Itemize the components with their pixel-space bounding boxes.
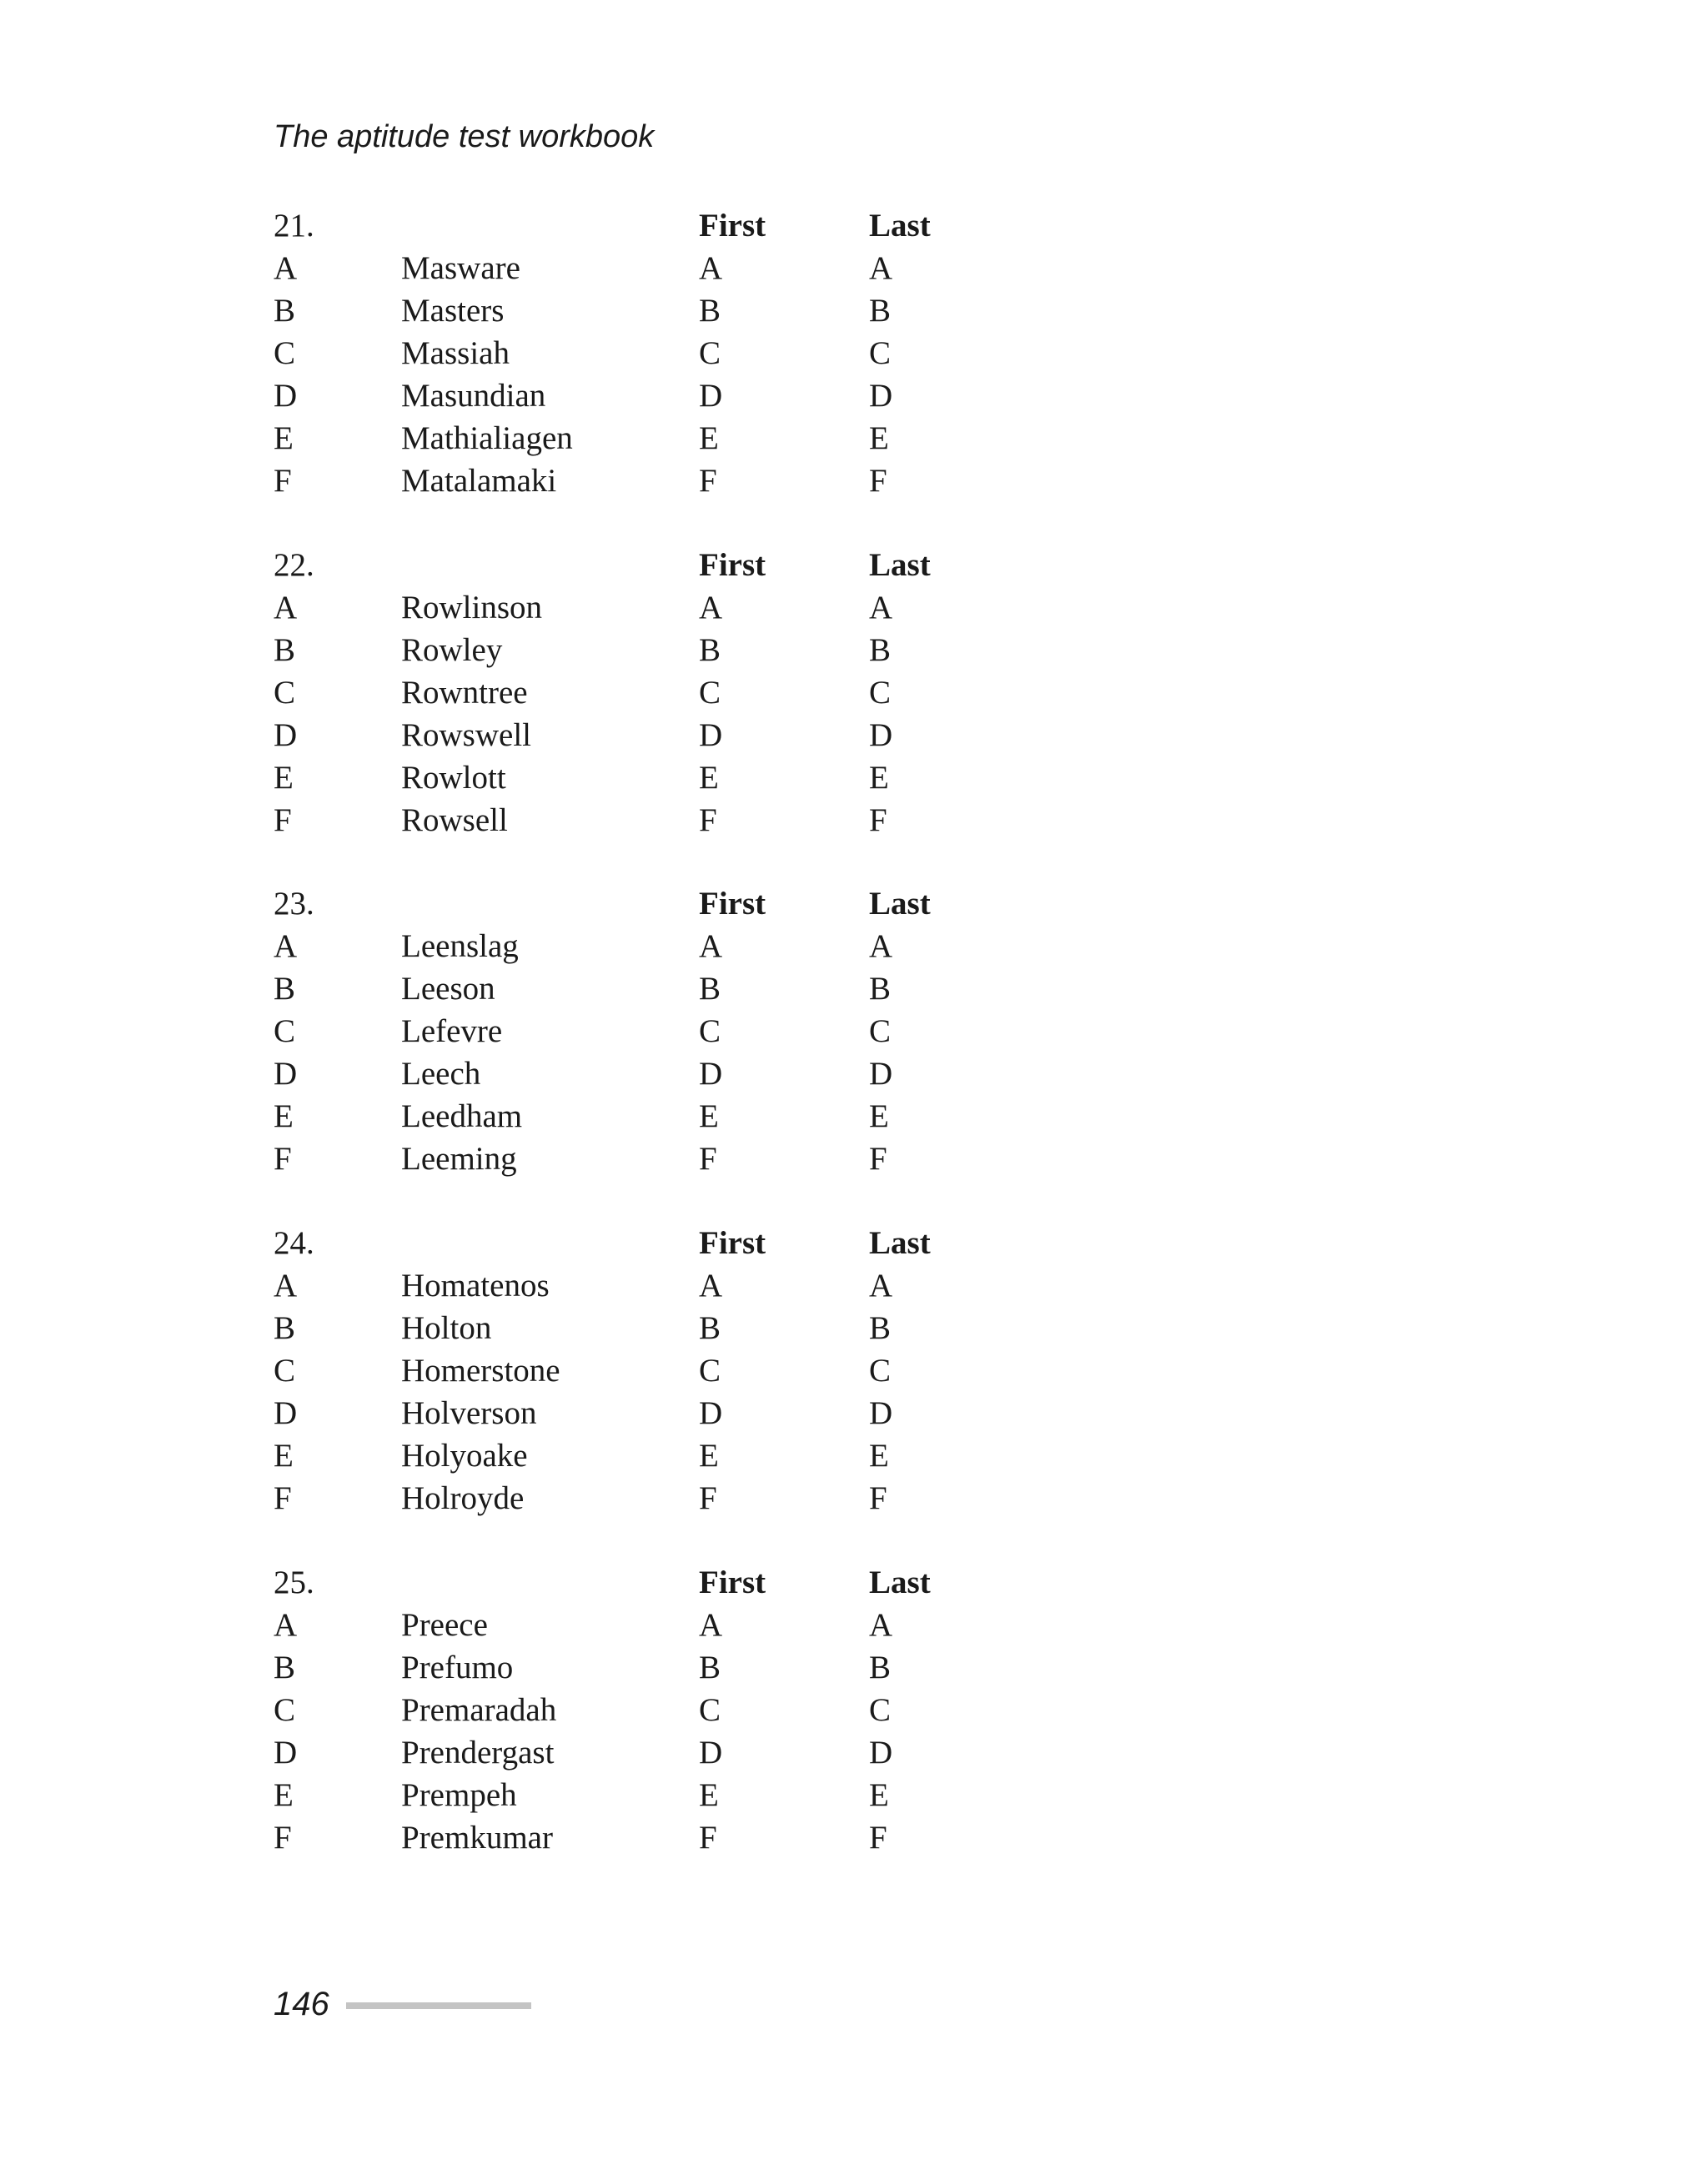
option-row [274, 417, 1024, 460]
question-header-row [274, 882, 1024, 925]
option-name: Rowswell [401, 717, 531, 753]
last-answer-option[interactable]: B [869, 971, 892, 1007]
question-number: 24. [274, 1225, 314, 1261]
last-column-header: Last [869, 886, 931, 922]
first-column-header: First [699, 547, 766, 583]
option-letter: D [274, 1735, 298, 1771]
option-row [274, 1307, 1024, 1349]
option-name: Rowlinson [401, 590, 543, 625]
option-row [274, 629, 1024, 671]
first-column-header: First [699, 886, 766, 922]
option-name: Leeming [401, 1141, 517, 1177]
first-answer-option[interactable]: E [699, 760, 719, 796]
last-column-header: Last [869, 1225, 931, 1261]
option-letter: A [274, 1607, 298, 1643]
first-answer-option[interactable]: E [699, 1438, 719, 1474]
last-answer-option[interactable]: C [869, 1013, 892, 1049]
option-row [274, 247, 1024, 289]
option-row [274, 714, 1024, 756]
option-letter: C [274, 1013, 296, 1049]
last-answer-option[interactable]: C [869, 675, 892, 711]
option-row [274, 586, 1024, 629]
option-letter: C [274, 675, 296, 711]
option-letter: A [274, 928, 298, 964]
question-block [274, 544, 1024, 841]
option-letter: E [274, 760, 294, 796]
first-answer-option[interactable]: A [699, 1268, 723, 1304]
question-block [274, 1561, 1024, 1859]
first-answer-option[interactable]: F [699, 1480, 717, 1516]
option-name: Masters [401, 293, 505, 329]
option-row [274, 1349, 1024, 1392]
first-answer-option[interactable]: D [699, 1395, 723, 1431]
option-row [274, 925, 1024, 967]
last-answer-option[interactable]: D [869, 1056, 893, 1092]
last-answer-option[interactable]: F [869, 1480, 887, 1516]
option-letter: B [274, 971, 296, 1007]
option-row [274, 1095, 1024, 1138]
option-name: Leeson [401, 971, 495, 1007]
last-answer-option[interactable]: D [869, 1395, 893, 1431]
first-answer-option[interactable]: B [699, 293, 721, 329]
option-row [274, 1138, 1024, 1180]
question-number: 22. [274, 547, 314, 583]
first-answer-option[interactable]: C [699, 1013, 721, 1049]
option-name: Holyoake [401, 1438, 528, 1474]
last-column-header: Last [869, 1565, 931, 1600]
option-row [274, 289, 1024, 332]
option-letter: D [274, 378, 298, 414]
first-answer-option[interactable]: D [699, 717, 723, 753]
option-row [274, 1774, 1024, 1816]
last-answer-option[interactable]: F [869, 1820, 887, 1856]
option-letter: B [274, 293, 296, 329]
option-row [274, 1010, 1024, 1052]
last-answer-option[interactable]: C [869, 1692, 892, 1728]
option-letter: B [274, 1650, 296, 1685]
first-answer-option[interactable]: B [699, 632, 721, 668]
last-answer-option[interactable]: C [869, 335, 892, 371]
first-answer-option[interactable]: C [699, 335, 721, 371]
running-title: The aptitude test workbook [274, 119, 655, 154]
first-answer-option[interactable]: D [699, 1735, 723, 1771]
last-answer-option[interactable]: A [869, 250, 893, 286]
last-answer-option[interactable]: A [869, 590, 893, 625]
last-answer-option[interactable]: A [869, 1607, 893, 1643]
last-answer-option[interactable]: F [869, 463, 887, 499]
option-letter: F [274, 1480, 292, 1516]
option-name: Holverson [401, 1395, 537, 1431]
option-name: Leenslag [401, 928, 519, 964]
option-letter: B [274, 632, 296, 668]
first-answer-option[interactable]: C [699, 675, 721, 711]
option-row [274, 756, 1024, 799]
option-letter: A [274, 250, 298, 286]
option-row [274, 1646, 1024, 1689]
option-letter: D [274, 1056, 298, 1092]
option-letter: C [274, 1692, 296, 1728]
question-number: 21. [274, 208, 314, 244]
last-answer-option[interactable]: E [869, 1438, 889, 1474]
last-answer-option[interactable]: A [869, 928, 893, 964]
option-name: Holroyde [401, 1480, 525, 1516]
last-answer-option[interactable]: C [869, 1353, 892, 1389]
option-name: Homerstone [401, 1353, 560, 1389]
question-block [274, 1222, 1024, 1520]
option-name: Premkumar [401, 1820, 553, 1856]
first-answer-option[interactable]: F [699, 1141, 717, 1177]
first-answer-option[interactable]: B [699, 1310, 721, 1346]
last-answer-option[interactable]: F [869, 802, 887, 838]
first-answer-option[interactable]: A [699, 250, 723, 286]
option-name: Rowsell [401, 802, 508, 838]
first-answer-option[interactable]: E [699, 420, 719, 456]
first-column-header: First [699, 208, 766, 244]
option-name: Leech [401, 1056, 481, 1092]
first-answer-option[interactable]: B [699, 1650, 721, 1685]
option-letter: F [274, 802, 292, 838]
option-letter: F [274, 1141, 292, 1177]
option-row [274, 374, 1024, 417]
first-answer-option[interactable]: F [699, 802, 717, 838]
last-column-header: Last [869, 208, 931, 244]
option-row [274, 967, 1024, 1010]
last-answer-option[interactable]: E [869, 760, 889, 796]
option-row [274, 1434, 1024, 1477]
question-header-row [274, 204, 1024, 247]
first-column-header: First [699, 1225, 766, 1261]
option-letter: D [274, 1395, 298, 1431]
first-answer-option[interactable]: B [699, 971, 721, 1007]
option-row [274, 1689, 1024, 1731]
page-footer [274, 1983, 531, 2025]
question-number: 25. [274, 1565, 314, 1600]
option-row [274, 671, 1024, 714]
first-answer-option[interactable]: E [699, 1098, 719, 1134]
last-answer-option[interactable]: A [869, 1268, 893, 1304]
question-block [274, 882, 1024, 1180]
option-letter: F [274, 463, 292, 499]
first-answer-option[interactable]: C [699, 1353, 721, 1389]
option-name: Mathialiagen [401, 420, 573, 456]
option-row [274, 1604, 1024, 1646]
option-letter: B [274, 1310, 296, 1346]
question-header-row [274, 544, 1024, 586]
last-answer-option[interactable]: E [869, 420, 889, 456]
option-name: Matalamaki [401, 463, 557, 499]
option-name: Homatenos [401, 1268, 550, 1304]
last-answer-option[interactable]: D [869, 717, 893, 753]
option-name: Prendergast [401, 1735, 555, 1771]
last-answer-option[interactable]: B [869, 1310, 892, 1346]
option-name: Holton [401, 1310, 492, 1346]
option-letter: E [274, 1438, 294, 1474]
option-name: Premaradah [401, 1692, 557, 1728]
option-row [274, 799, 1024, 841]
last-answer-option[interactable]: E [869, 1098, 889, 1134]
first-answer-option[interactable]: A [699, 590, 723, 625]
option-row [274, 1731, 1024, 1774]
last-answer-option[interactable]: B [869, 632, 892, 668]
option-name: Lefevre [401, 1013, 503, 1049]
option-name: Preece [401, 1607, 488, 1643]
option-name: Rowley [401, 632, 503, 668]
option-name: Masundian [401, 378, 546, 414]
option-letter: F [274, 1820, 292, 1856]
option-row [274, 332, 1024, 374]
question-header-row [274, 1222, 1024, 1264]
option-row [274, 1477, 1024, 1520]
first-answer-option[interactable]: F [699, 1820, 717, 1856]
question-header-row [274, 1561, 1024, 1604]
option-letter: E [274, 1098, 294, 1134]
option-name: Rowntree [401, 675, 528, 711]
first-answer-option[interactable]: A [699, 1607, 723, 1643]
option-letter: C [274, 1353, 296, 1389]
first-answer-option[interactable]: E [699, 1777, 719, 1813]
first-answer-option[interactable]: D [699, 378, 723, 414]
option-name: Prefumo [401, 1650, 514, 1685]
first-answer-option[interactable]: A [699, 928, 723, 964]
last-answer-option[interactable]: D [869, 378, 893, 414]
option-letter: D [274, 717, 298, 753]
question-number: 23. [274, 886, 314, 922]
first-answer-option[interactable]: F [699, 463, 717, 499]
first-answer-option[interactable]: D [699, 1056, 723, 1092]
option-row [274, 1816, 1024, 1859]
question-block [274, 204, 1024, 502]
option-row [274, 460, 1024, 502]
last-answer-option[interactable]: E [869, 1777, 889, 1813]
last-answer-option[interactable]: F [869, 1141, 887, 1177]
first-answer-option[interactable]: C [699, 1692, 721, 1728]
option-letter: A [274, 1268, 298, 1304]
last-answer-option[interactable]: D [869, 1735, 893, 1771]
footer-rule [346, 2002, 531, 2009]
page-number: 146 [274, 1986, 329, 2022]
option-row [274, 1392, 1024, 1434]
option-row [274, 1052, 1024, 1095]
last-answer-option[interactable]: B [869, 1650, 892, 1685]
option-letter: A [274, 590, 298, 625]
option-name: Leedham [401, 1098, 523, 1134]
option-name: Rowlott [401, 760, 506, 796]
option-letter: E [274, 420, 294, 456]
last-answer-option[interactable]: B [869, 293, 892, 329]
option-name: Masware [401, 250, 520, 286]
option-name: Massiah [401, 335, 510, 371]
option-name: Prempeh [401, 1777, 517, 1813]
option-row [274, 1264, 1024, 1307]
last-column-header: Last [869, 547, 931, 583]
first-column-header: First [699, 1565, 766, 1600]
option-letter: C [274, 335, 296, 371]
option-letter: E [274, 1777, 294, 1813]
